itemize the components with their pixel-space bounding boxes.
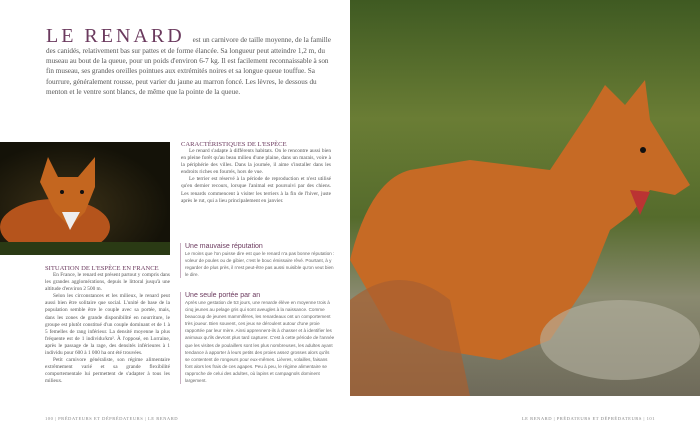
footer-right: LE RENARD | PRÉDATEURS ET DÉPRÉDATEURS | 101 xyxy=(521,416,655,421)
fox-photo-small xyxy=(0,142,170,255)
litter-text: Après une gestation de 53 jours, une renarde élève en moyenne trois à cinq jeunes au pelage gris qui sont aveugles à la naissance. Comme beaucoup de jeunes mammifères, les renardeaux ont un comportement très joueur. Bien souvent, ces jeux se déroulent autour d'une proie rapportée par leur mère. Ainsi apprennent-ils à chasser et à identifier les animaux qu'ils devront plus tard capturer. C'est à cette période de l'année que les visites de poulaillers sont les plus nombreuses, les adultes ayant tendance à apporter à leurs petits des proies assez grosses alors qu'ils se contentent de rongeurs pour eux-mêmes. Lièvres, volailles, faisans font alors les frais de ces agapes. Peu à peu, le régime alimentaire se rapproche de celui des adultes, où lapins et campagnols dominent largement. xyxy=(185,300,335,384)
paragraph: En France, le renard est présent partout y compris dans les grandes agglomérations, depuis le littoral jusqu'à une altitude d'environ 2 500 m. xyxy=(45,272,170,293)
fox-illustration xyxy=(350,0,700,396)
fox-illustration xyxy=(0,142,170,255)
intro-block xyxy=(46,26,336,97)
characteristics-section xyxy=(181,141,331,205)
situation-heading: SITUATION DE L'ESPÈCE EN FRANCE xyxy=(45,265,159,272)
reputation-text: Le moins que l'on puisse dire est que le renard n'a pas bonne réputation : voleur de poules ou de gibier, c'est le bouc émissaire rêvé. Pourtant, à y regarder de plus près, il n'est peut-être pas aussi nuisible qu'on veut bien le dire. xyxy=(185,251,335,278)
intro-text: est un carnivore de taille moyenne, de la famille des canidés, relativement bas sur pattes et de forme élancée. Sa longueur peut atteindre 1,2 m, du museau au bout de la queue, pour un poids d'environ 6-7 kg. Il est facilement reconnaissable à son fin museau, ses grandes oreilles pointues aux extrémités noires et sa longue queue touffue. Sa fourrure, généralement rousse, peut varier du jaune au marron foncé. Les lèvres, le dessous du menton et le ventre sont blancs, de même que la pointe de la queue. xyxy=(46,36,331,96)
paragraph: Le renard s'adapte à différents habitats. On le rencontre aussi bien en pleine forêt qu'au beau milieu d'une plaine, dans un marais, voire à la périphérie des villes. Dans la journée, il aime s'installer dans les endroits riches en fourrés, hors de vue. xyxy=(181,148,331,176)
situation-section xyxy=(45,265,170,386)
footer-left: 100 | PRÉDATEURS ET DÉPRÉDATEURS | LE RENARD xyxy=(45,416,179,421)
fox-photo-large xyxy=(350,0,700,396)
paragraph: Le terrier est réservé à la période de reproduction et n'est utilisé qu'en dernier recours, lorsque l'animal est poursuivi par des chiens. Les renards commencent à visiter les terriers à la fin de l'hiver, juste après le rut, qui a lieu principalement en janvier. xyxy=(181,176,331,204)
characteristics-heading: CARACTÉRISTIQUES DE L'ESPÈCE xyxy=(181,141,287,148)
paragraph: Selon les circonstances et les milieux, le renard peut aussi bien être solitaire que social. L'unité de base de la population semble être le couple avec sa portée, mais, dans les zones de grande disponibilité en nourriture, le groupe est plutôt constitué d'un couple dominant et de 1 à 5 femelles de rang inférieur. La densité moyenne la plus fréquente est de 1 individu/km². À l'opposé, en Lorraine, après le passage de la rage, des densités inférieures à 1 individu pour 600 à 1 000 ha ont été trouvées. xyxy=(45,293,170,357)
litter-box xyxy=(180,292,335,384)
reputation-heading: Une mauvaise réputation xyxy=(185,243,263,250)
reputation-box xyxy=(180,243,335,278)
page-title: LE RENARD xyxy=(46,25,185,47)
litter-heading: Une seule portée par an xyxy=(185,292,261,299)
paragraph: Petit carnivore généraliste, son régime alimentaire extrêmement varié et sa grande flexibilité comportementale lui permettent de s'adapter à tous les milieux. xyxy=(45,357,170,385)
